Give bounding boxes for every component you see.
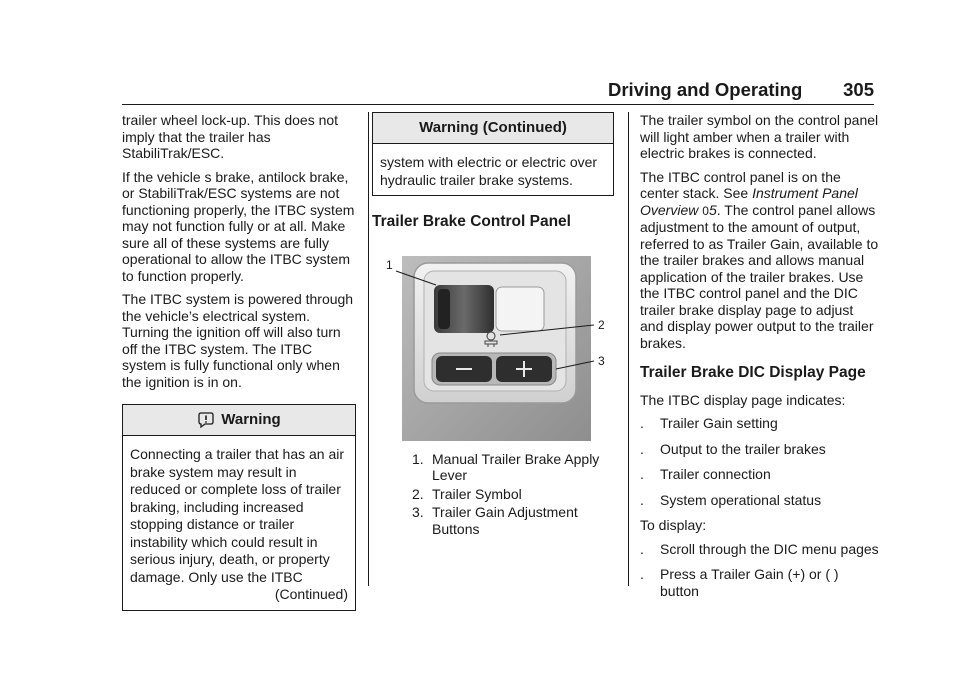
list-item: . Trailer Gain setting [640,415,778,431]
page-number: 305 [843,79,874,100]
callout-1: 1 [386,257,393,272]
paragraph: If the vehicle s brake, antilock brake, or StabiliTrak/ESC systems are not functioning properly, the ITBC system may not function fully or at all. Make sure all of these systems are fully operational to allow the ITBC system to function properly. [122,168,355,284]
cross-reference-link[interactable]: Instrument Panel Overview [640,185,858,218]
list-item: 2. Trailer Symbol [412,485,522,502]
column-divider-right [628,112,629,586]
continued-label: (Continued) [274,586,348,602]
paragraph: The trailer symbol on the control panel will light amber when a trailer with electric brakes is connected. [640,112,879,161]
bullet-list [640,415,880,508]
section-title: Trailer Brake Control Panel [372,213,571,230]
header-rule [122,104,874,105]
warning-title: Warning [221,410,281,428]
list-item: 3. Trailer Gain Adjustment Buttons [412,504,578,537]
list-item: . Trailer connection [640,466,771,482]
paragraph: The ITBC control panel is on the center stack. See Instrument Panel Overview 05. The control panel allows adjustment to the amount of output, referred to as Trailer Gain, available to the trailer brakes and allows manual application of the trailer brakes. Use the ITBC control panel and the DIC trailer brake display page to adjust and display power output to the trailer brakes. [640,168,879,351]
section-title: Trailer Brake DIC Display Page [640,364,866,381]
paragraph: The ITBC system is powered through the vehicle’s electrical system. Turning the ignition off will also turn off the ITBC system. The ITBC system is fully functional only when the ignition is in on. [122,291,354,390]
panel-illustration [372,241,614,441]
page-header [608,79,874,100]
warning-icon [197,411,215,429]
list-item: . System operational status [640,491,822,508]
warning-text: Connecting a trailer that has an air brake system may result in reduced or complete loss of trailer braking, including increased stopping distance or trailer instability which could result in serious injury, death, or property damage. Only use the ITBC [130,446,345,585]
warning-body [123,436,355,610]
column-divider-left [368,112,369,586]
paragraph: trailer wheel lock-up. This does not imply that the trailer has StabiliTrak/ESC. [122,112,339,161]
figure-legend [408,451,608,538]
paragraph: The ITBC display page indicates: [640,391,846,408]
warning-continued-body: system with electric or electric over hydraulic trailer brake systems. [380,154,598,188]
list-item: . Scroll through the DIC menu pages [640,540,879,557]
list-item: 1. Manual Trailer Brake Apply Lever [412,450,600,483]
callout-2: 2 [598,317,605,332]
header-title: Driving and Operating [608,79,803,100]
column-3 [640,112,880,608]
bullet-list [640,541,880,600]
warning-box [122,404,356,611]
warning-header [123,405,355,436]
paragraph: To display: [640,517,707,533]
list-item: . Output to the trailer brakes [640,440,826,457]
page-ref-number[interactable]: 5 [708,201,717,218]
list-item: . Press a Trailer Gain (+) or ( ) button [640,566,839,599]
warning-continued-box [372,112,614,196]
page-ref-arrow-icon: 0 [702,203,709,218]
trailer-brake-panel-figure [372,241,614,441]
warning-continued-header: Warning (Continued) [373,113,613,144]
column-2 [372,112,614,539]
column-1 [122,112,356,611]
callout-3: 3 [598,353,605,368]
